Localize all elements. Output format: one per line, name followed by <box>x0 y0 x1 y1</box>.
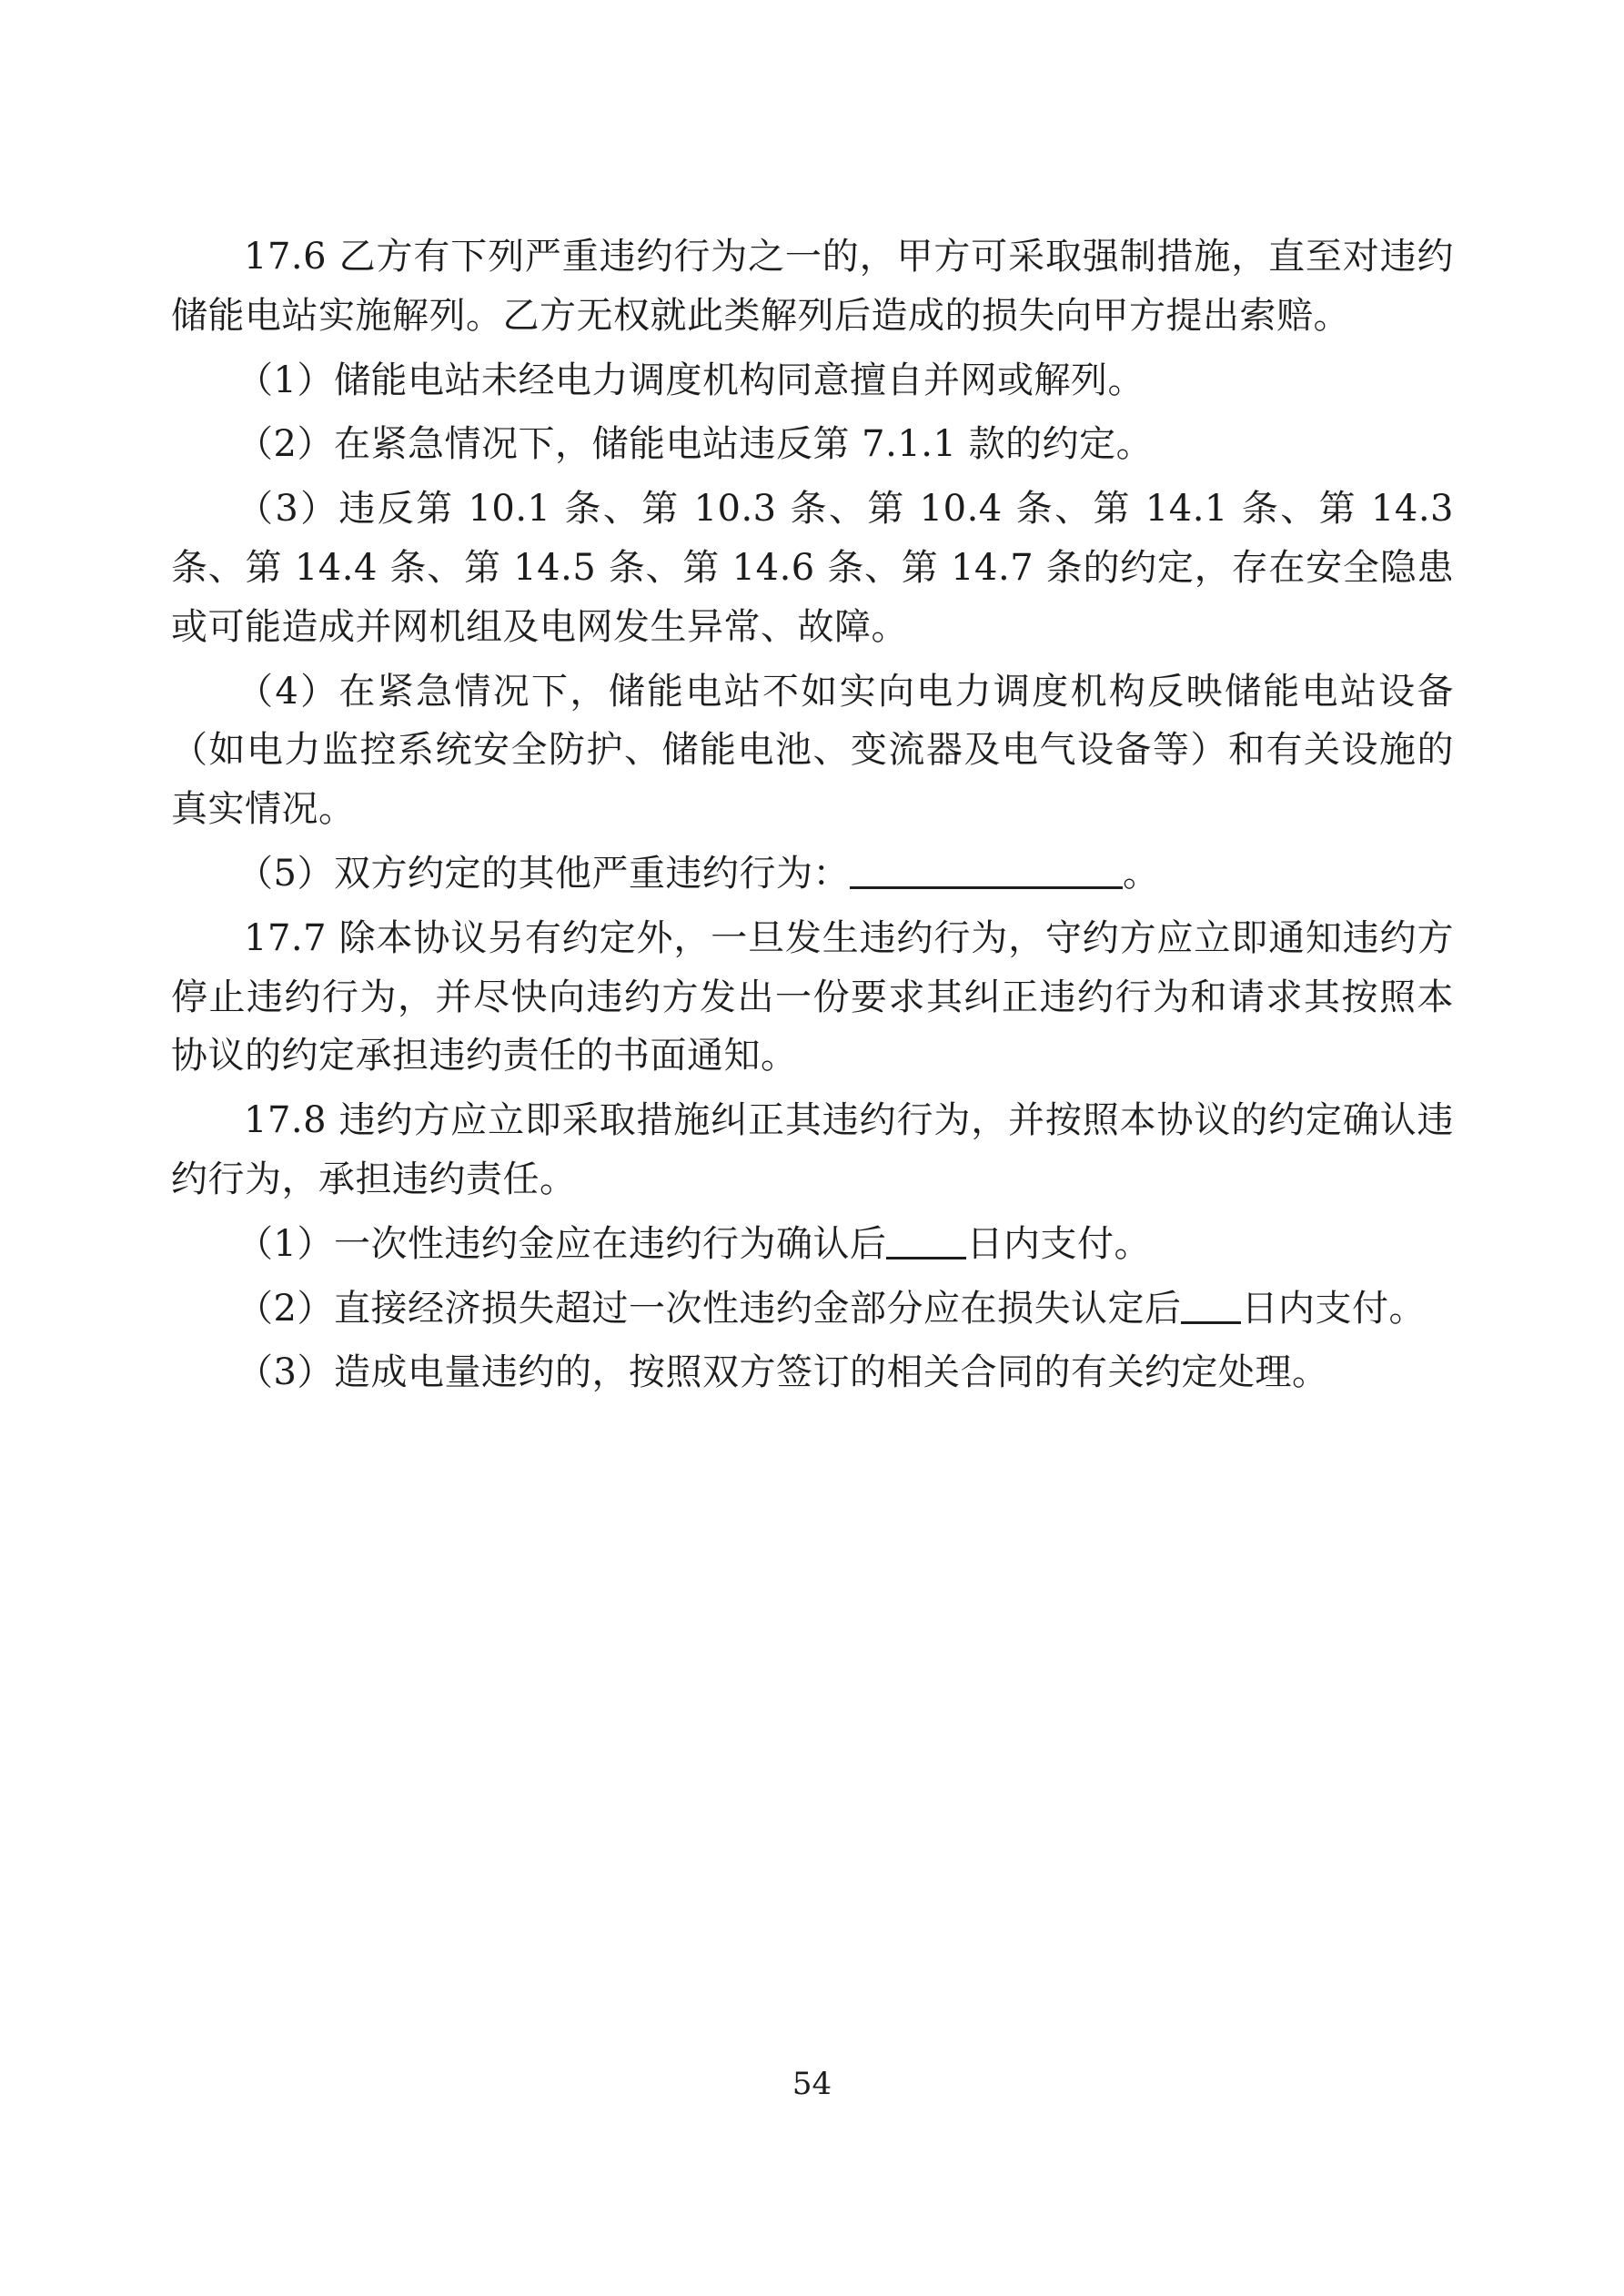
paragraph-17-6: 17.6 乙方有下列严重违约行为之一的，甲方可采取强制措施，直至对违约储能电站实施解列。乙方无权就此类解列后造成的损失向甲方提出索赔。 <box>171 236 1454 337</box>
document-body <box>171 228 1454 1408</box>
page-number: 54 <box>792 2066 832 2102</box>
paragraph-17-6-item-5 <box>171 845 1454 904</box>
fill-in-blank-other-breach[interactable] <box>850 886 1123 889</box>
paragraph-17-8: 17.8 违约方应立即采取措施纠正其违约行为，并按照本协议的约定确认违约行为，承担违约责任。 <box>171 1099 1454 1200</box>
paragraph-17-8-item-2 <box>171 1279 1454 1339</box>
clause-text-after-blank: 日内支付。 <box>1241 1287 1426 1330</box>
paragraph-17-6-item-3: （3）违反第 10.1 条、第 10.3 条、第 10.4 条、第 14.1 条、第 14.3 条、第 14.4 条、第 14.5 条、第 14.6 条、第 14.7 条的约定，存在安全隐患或可能造成并网机组及电网发生异常、故障。 <box>171 488 1454 648</box>
paragraph-17-6-item-4: （4）在紧急情况下，储能电站不如实向电力调度机构反映储能电站设备（如电力监控系统安全防护、储能电池、变流器及电气设备等）和有关设施的真实情况。 <box>171 670 1454 831</box>
fill-in-blank-penalty-days[interactable] <box>886 1257 966 1259</box>
paragraph-17-6-item-1: （1）储能电站未经电力调度机构同意擅自并网或解列。 <box>237 359 1145 401</box>
clause-text-before-blank: （5）双方约定的其他严重违约行为： <box>237 852 850 895</box>
clause-text-before-blank: （1）一次性违约金应在违约行为确认后 <box>237 1222 887 1265</box>
clause-text-after-blank: 日内支付。 <box>966 1222 1151 1265</box>
clause-text-before-blank: （2）直接经济损失超过一次性违约金部分应在损失认定后 <box>237 1287 1182 1330</box>
paragraph-17-8-item-1 <box>171 1215 1454 1274</box>
fill-in-blank-loss-days[interactable] <box>1181 1321 1241 1324</box>
clause-text-after-blank: 。 <box>1122 852 1160 895</box>
paragraph-17-6-item-2: （2）在紧急情况下，储能电站违反第 7.1.1 款的约定。 <box>237 423 1154 466</box>
paragraph-17-8-item-3: （3）造成电量违约的，按照双方签订的相关合同的有关约定处理。 <box>237 1351 1329 1394</box>
paragraph-17-7: 17.7 除本协议另有约定外，一旦发生违约行为，守约方应立即通知违约方停止违约行为，并尽快向违约方发出一份要求其纠正违约行为和请求其按照本协议的约定承担违约责任的书面通知。 <box>171 916 1454 1077</box>
